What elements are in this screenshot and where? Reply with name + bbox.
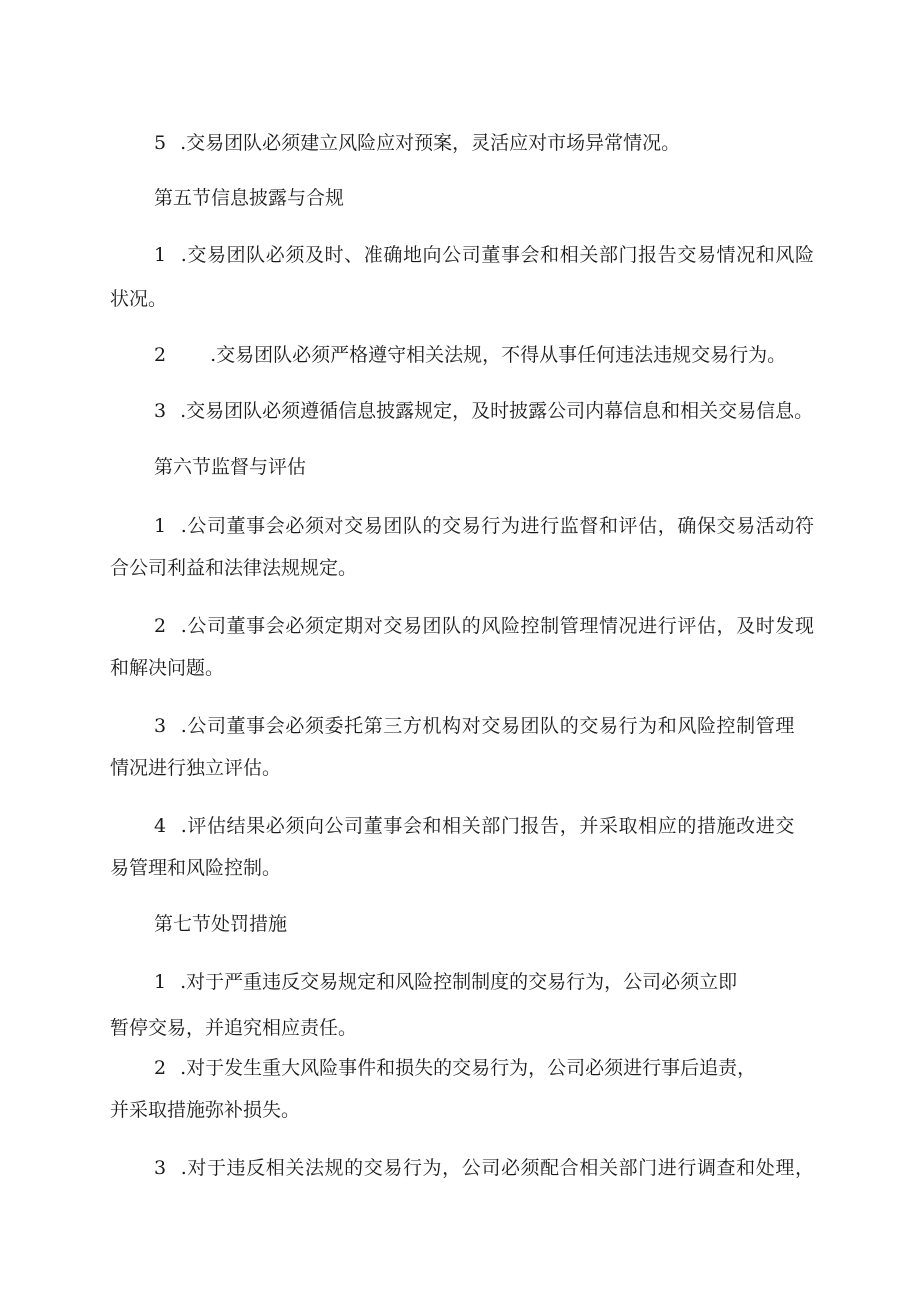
item-number: 2 (154, 1057, 167, 1079)
item-number: 2 (154, 344, 167, 366)
paragraph-line-continued: 易管理和风险控制。 (110, 857, 282, 879)
item-number: 5 (154, 132, 167, 154)
paragraph-line (154, 131, 680, 155)
paragraph-line-continued: 暂停交易，并追究相应责任。 (110, 1017, 358, 1039)
item-number: 3 (154, 715, 167, 737)
paragraph-line-continued: 情况进行独立评估。 (110, 757, 282, 779)
paragraph-line (154, 243, 815, 267)
item-number: 1 (154, 244, 167, 266)
item-number: 2 (154, 615, 167, 637)
item-text: .公司董事会必须定期对交易团队的风险控制管理情况进行评估，及时发现 (180, 615, 815, 637)
paragraph-line-continued: 并采取措施弥补损失。 (110, 1099, 301, 1121)
paragraph-line (154, 399, 813, 423)
paragraph-line (154, 714, 795, 738)
paragraph-line-continued: 状况。 (110, 288, 168, 310)
item-text: .公司董事会必须对交易团队的交易行为进行监督和评估，确保交易活动符 (180, 515, 815, 537)
paragraph-line-continued: 合公司利益和法律法规规定。 (110, 557, 358, 579)
paragraph-line (154, 514, 815, 538)
item-text: .交易团队必须及时、准确地向公司董事会和相关部门报告交易情况和风险 (180, 244, 815, 266)
item-text: .交易团队必须遵循信息披露规定，及时披露公司内幕信息和相关交易信息。 (180, 400, 814, 422)
item-text: .交易团队必须建立风险应对预案，灵活应对市场异常情况。 (180, 132, 681, 154)
item-number: 1 (154, 971, 167, 993)
item-number: 4 (154, 815, 167, 837)
item-text: .交易团队必须严格遵守相关法规，不得从事任何违法违规交易行为。 (210, 344, 787, 366)
paragraph-line (154, 970, 737, 994)
paragraph-line (154, 814, 795, 838)
item-text: .公司董事会必须委托第三方机构对交易团队的交易行为和风险控制管理 (180, 715, 795, 737)
paragraph-line (154, 614, 815, 638)
paragraph-line (154, 1156, 815, 1180)
section-heading: 第七节处罚措施 (154, 913, 288, 935)
paragraph-line-continued: 和解决问题。 (110, 657, 225, 679)
item-text: .评估结果必须向公司董事会和相关部门报告，并采取相应的措施改进交 (180, 815, 795, 837)
paragraph-line (154, 343, 786, 367)
item-text: .对于违反相关法规的交易行为，公司必须配合相关部门进行调查和处理， (180, 1157, 815, 1179)
item-number: 1 (154, 515, 167, 537)
section-heading: 第六节监督与评估 (154, 456, 307, 478)
item-number: 3 (154, 400, 167, 422)
section-heading: 第五节信息披露与合规 (154, 187, 345, 209)
item-text: .对于严重违反交易规定和风险控制制度的交易行为，公司必须立即 (180, 971, 738, 993)
item-text: .对于发生重大风险事件和损失的交易行为，公司必须进行事后追责， (180, 1057, 757, 1079)
paragraph-line (154, 1056, 756, 1080)
item-number: 3 (154, 1157, 167, 1179)
